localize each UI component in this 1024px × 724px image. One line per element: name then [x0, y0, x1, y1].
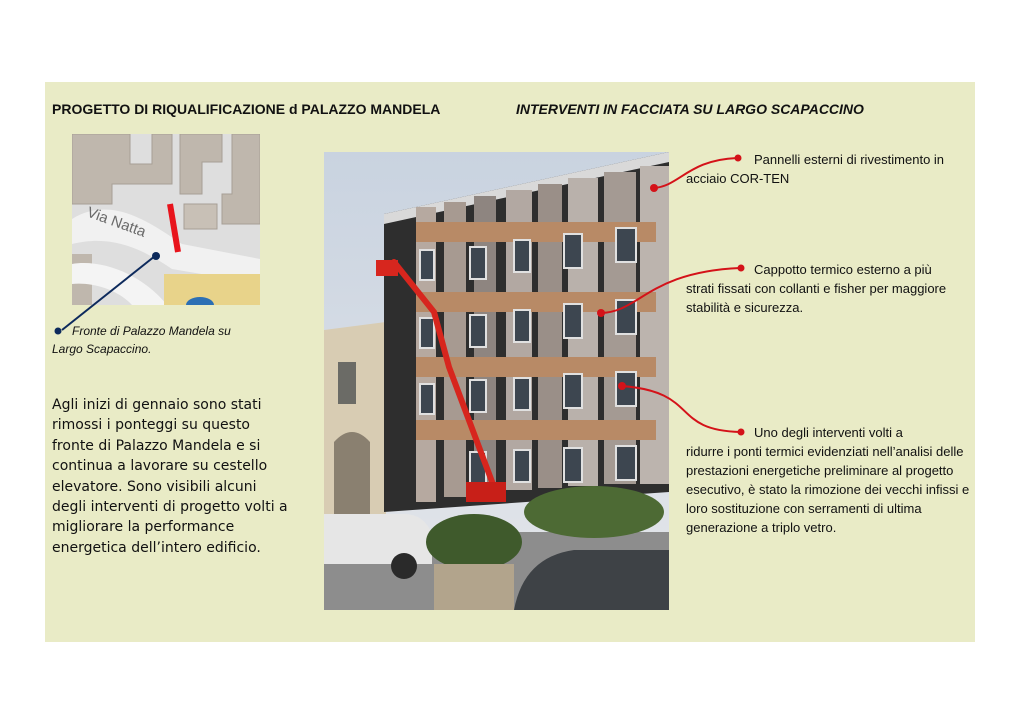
section-title: INTERVENTI IN FACCIATA SU LARGO SCAPACCINO [516, 101, 864, 117]
note-corten-panels [686, 150, 976, 188]
note-3-line-1: Uno degli interventi volti a [754, 425, 903, 440]
location-map [72, 134, 260, 305]
note-2-line-1: Cappotto termico esterno a più [754, 262, 932, 277]
project-title: PROGETTO DI RIQUALIFICAZIONE d PALAZZO MANDELA [52, 101, 441, 117]
map-caption [52, 322, 231, 358]
note-thermal-coat [686, 260, 976, 317]
map-street-label: Via Natta [84, 203, 149, 241]
caption-line-2: Largo Scapaccino. [52, 342, 152, 356]
facade-photo-drawing [324, 152, 669, 610]
map-drawing [72, 134, 260, 305]
facade-photo [324, 152, 669, 610]
note-3-rest: ridurre i ponti termici evidenziati nell’analisi delle prestazioni energetiche preliminare al progetto esecutivo, è stato la rimozione dei vecchi infissi e loro sostituzione con serramenti di ultima generazione a triplo vetro. [686, 444, 970, 535]
note-1-line-1: Pannelli esterni di rivestimento in [754, 152, 945, 167]
description-paragraph: Agli inizi di gennaio sono stati rimossi i ponteggi su questo fronte di Palazzo Mandela e si continua a lavorare su cestello elevatore. Sono visibili alcuni degli interventi di progetto volti a migliorare la performance energetica dell’intero edificio. [52, 397, 288, 556]
caption-line-1: Fronte di Palazzo Mandela su [72, 324, 231, 338]
note-windows [686, 423, 976, 537]
note-1-rest: acciaio COR-TEN [686, 171, 790, 186]
note-2-rest: strati fissati con collanti e fisher per maggiore stabilità e sicurezza. [686, 281, 947, 315]
